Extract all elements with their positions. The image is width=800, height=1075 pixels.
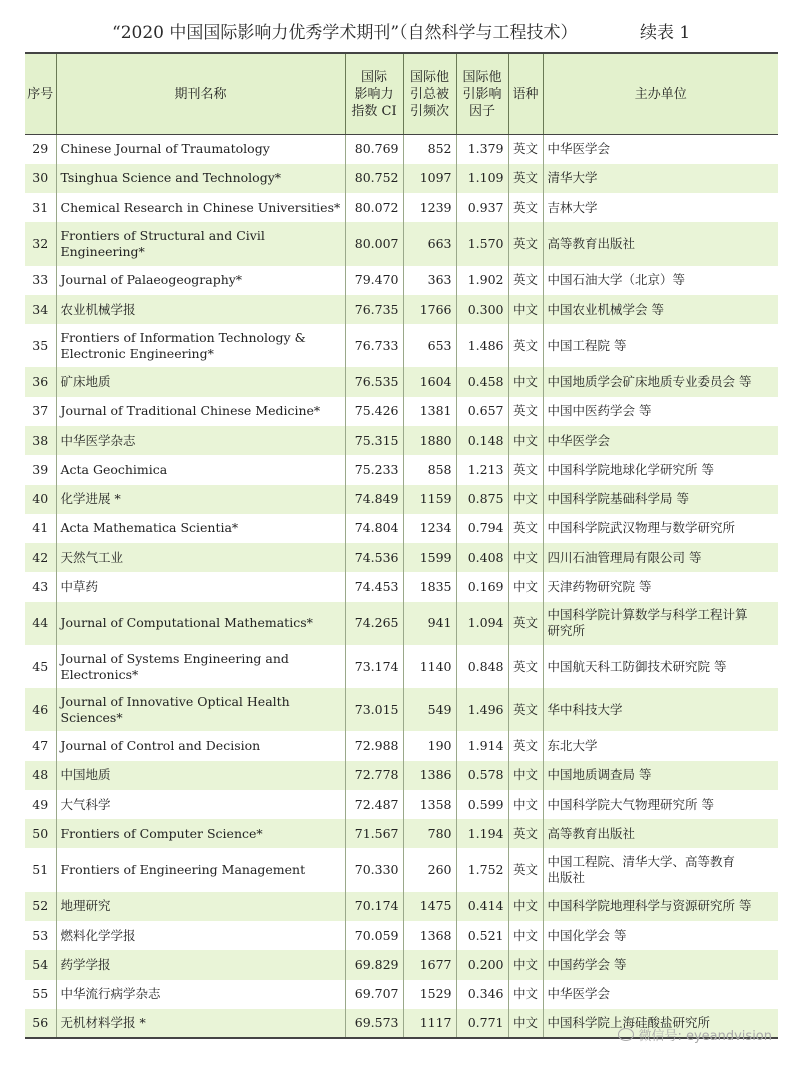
cell-ci: 76.535 (345, 367, 403, 396)
cell-org: 中华医学会 (543, 135, 778, 164)
cell-ci: 73.015 (345, 688, 403, 731)
table-row (25, 397, 778, 426)
cell-org: 高等教育出版社 (543, 222, 778, 265)
cell-cites: 1159 (403, 485, 456, 514)
header-name: 期刊名称 (56, 53, 345, 135)
cell-name: Journal of Control and Decision (56, 731, 345, 760)
cell-ci: 69.829 (345, 950, 403, 979)
cell-cites: 1381 (403, 397, 456, 426)
cell-name: Chinese Journal of Traumatology (56, 135, 345, 164)
cell-ci: 69.707 (345, 980, 403, 1009)
table-row (25, 761, 778, 790)
cell-name: 天然气工业 (56, 543, 345, 572)
cell-cites: 1368 (403, 921, 456, 950)
cell-cites: 852 (403, 135, 456, 164)
cell-no: 39 (32, 461, 49, 477)
cell-cites: 1677 (403, 950, 456, 979)
table-row (25, 731, 778, 760)
header-ci: 国际 影响力 指数 CI (345, 53, 403, 135)
journal-table (25, 52, 778, 1039)
cell-name: 中华医学杂志 (56, 426, 345, 455)
cell-cites: 780 (403, 819, 456, 848)
cell-if: 0.169 (456, 572, 508, 601)
cell-if: 1.486 (456, 324, 508, 367)
cell-name: 中华流行病学杂志 (56, 980, 345, 1009)
table-row (25, 790, 778, 819)
cell-org: 中国工程院 等 (543, 324, 778, 367)
cell-ci: 71.567 (345, 819, 403, 848)
table-row (25, 485, 778, 514)
cell-lang: 中文 (508, 367, 543, 396)
header-no: 序号 (25, 53, 56, 135)
cell-no: 49 (32, 796, 49, 812)
cell-org: 中国农业机械学会 等 (543, 295, 778, 324)
cell-cites: 1766 (403, 295, 456, 324)
cell-ci: 74.804 (345, 514, 403, 543)
table-row (25, 426, 778, 455)
cell-lang: 中文 (508, 295, 543, 324)
cell-no: 34 (25, 295, 56, 324)
table-row (25, 324, 778, 367)
watermark-text: 微信号: eyeandvision (638, 1029, 772, 1044)
cell-ci: 74.265 (345, 602, 403, 645)
cell-if: 1.379 (456, 135, 508, 164)
cell-lang: 英文 (508, 266, 543, 295)
cell-ci: 72.778 (345, 761, 403, 790)
cell-if: 0.794 (456, 514, 508, 543)
table-row (25, 164, 778, 193)
cell-cites: 1880 (403, 426, 456, 455)
cell-ci: 75.315 (345, 426, 403, 455)
table-row (25, 455, 778, 484)
cell-name: Journal of Computational Mathematics* (56, 602, 345, 645)
cell-name: Journal of Systems Engineering and Electronics* (56, 645, 345, 688)
cell-if: 1.902 (456, 266, 508, 295)
cell-name: Chemical Research in Chinese Universities* (56, 193, 345, 222)
header-cites: 国际他 引总被 引频次 (403, 53, 456, 135)
header-if: 国际他 引影响 因子 (456, 53, 508, 135)
page-title (0, 18, 800, 48)
cell-ci: 80.769 (345, 135, 403, 164)
cell-ci: 69.573 (345, 1009, 403, 1038)
cell-name: 地理研究 (56, 892, 345, 921)
cell-name: 矿床地质 (56, 367, 345, 396)
table-row (25, 266, 778, 295)
cell-org: 中国科学院地球化学研究所 等 (543, 455, 778, 484)
cell-no: 33 (32, 272, 49, 288)
table-row (25, 645, 778, 688)
cell-if: 1.570 (456, 222, 508, 265)
cell-if: 1.752 (456, 848, 508, 891)
cell-no: 54 (25, 950, 56, 979)
cell-name: Acta Mathematica Scientia* (56, 514, 345, 543)
table-row (25, 367, 778, 396)
cell-lang: 中文 (508, 980, 543, 1009)
cell-no: 29 (32, 141, 49, 157)
cell-name: Frontiers of Engineering Management (56, 848, 345, 891)
cell-no: 40 (25, 485, 56, 514)
cell-cites: 1239 (403, 193, 456, 222)
cell-org: 中国科学院武汉物理与数学研究所 (543, 514, 778, 543)
cell-no: 51 (32, 862, 49, 878)
cell-lang: 英文 (508, 688, 543, 731)
cell-cites: 1835 (403, 572, 456, 601)
table-row (25, 222, 778, 265)
cell-org: 中国化学会 等 (543, 921, 778, 950)
cell-if: 0.408 (456, 543, 508, 572)
cell-if: 0.771 (456, 1009, 508, 1038)
header-org: 主办单位 (543, 53, 778, 135)
cell-lang: 英文 (508, 397, 543, 426)
cell-org: 中国地质学会矿床地质专业委员会 等 (543, 367, 778, 396)
cell-if: 0.200 (456, 950, 508, 979)
cell-no: 35 (32, 337, 49, 353)
cell-if: 0.458 (456, 367, 508, 396)
cell-ci: 72.988 (345, 731, 403, 760)
cell-ci: 70.330 (345, 848, 403, 891)
header-lang: 语种 (508, 53, 543, 135)
cell-if: 0.578 (456, 761, 508, 790)
cell-if: 0.657 (456, 397, 508, 426)
cell-cites: 1140 (403, 645, 456, 688)
cell-org: 中国科学院地理科学与资源研究所 等 (543, 892, 778, 921)
cell-ci: 73.174 (345, 645, 403, 688)
cell-name: Frontiers of Information Technology & Electronic Engineering* (56, 324, 345, 367)
cell-lang: 中文 (508, 485, 543, 514)
table-row (25, 921, 778, 950)
cell-if: 1.194 (456, 819, 508, 848)
cell-cites: 1234 (403, 514, 456, 543)
cell-lang: 英文 (508, 164, 543, 193)
continued-label: 续表 1 (640, 23, 691, 43)
cell-ci: 79.470 (345, 266, 403, 295)
cell-lang: 中文 (508, 543, 543, 572)
cell-lang: 中文 (508, 1009, 543, 1038)
cell-cites: 1117 (403, 1009, 456, 1038)
cell-no: 43 (32, 579, 49, 595)
cell-org: 清华大学 (543, 164, 778, 193)
cell-name: Tsinghua Science and Technology* (56, 164, 345, 193)
cell-no: 41 (32, 520, 49, 536)
cell-ci: 80.752 (345, 164, 403, 193)
cell-if: 0.848 (456, 645, 508, 688)
cell-org: 吉林大学 (543, 193, 778, 222)
cell-no: 47 (32, 737, 49, 753)
cell-ci: 74.536 (345, 543, 403, 572)
cell-cites: 1604 (403, 367, 456, 396)
cell-name: Journal of Innovative Optical Health Sciences* (56, 688, 345, 731)
table-header (25, 53, 778, 135)
cell-ci: 75.233 (345, 455, 403, 484)
cell-no: 50 (25, 819, 56, 848)
cell-cites: 1386 (403, 761, 456, 790)
cell-ci: 80.072 (345, 193, 403, 222)
cell-name: Frontiers of Structural and Civil Engineering* (56, 222, 345, 265)
cell-no: 44 (25, 602, 56, 645)
table-row (25, 848, 778, 891)
cell-cites: 363 (403, 266, 456, 295)
cell-if: 1.109 (456, 164, 508, 193)
cell-org: 高等教育出版社 (543, 819, 778, 848)
cell-org: 天津药物研究院 等 (543, 572, 778, 601)
cell-if: 0.937 (456, 193, 508, 222)
cell-org: 中国药学会 等 (543, 950, 778, 979)
cell-if: 1.213 (456, 455, 508, 484)
cell-if: 0.599 (456, 790, 508, 819)
cell-org: 中国航天科工防御技术研究院 等 (543, 645, 778, 688)
cell-if: 0.300 (456, 295, 508, 324)
cell-org: 中国工程院、清华大学、高等教育 出版社 (543, 848, 778, 891)
cell-ci: 80.007 (345, 222, 403, 265)
cell-ci: 76.733 (345, 324, 403, 367)
cell-cites: 858 (403, 455, 456, 484)
cell-lang: 中文 (508, 572, 543, 601)
cell-ci: 70.174 (345, 892, 403, 921)
table-row (25, 193, 778, 222)
cell-no: 36 (25, 367, 56, 396)
cell-ci: 70.059 (345, 921, 403, 950)
table-row (25, 135, 778, 164)
cell-cites: 1599 (403, 543, 456, 572)
cell-no: 38 (25, 426, 56, 455)
cell-cites: 1358 (403, 790, 456, 819)
cell-no: 56 (25, 1009, 56, 1038)
cell-name: 中国地质 (56, 761, 345, 790)
cell-if: 1.094 (456, 602, 508, 645)
cell-org: 中国科学院大气物理研究所 等 (543, 790, 778, 819)
cell-no: 45 (32, 658, 49, 674)
table-title: “2020 中国国际影响力优秀学术期刊”（自然科学与工程技术） (112, 23, 578, 43)
table-body (25, 135, 778, 1039)
cell-name: 燃料化学学报 (56, 921, 345, 950)
cell-cites: 1529 (403, 980, 456, 1009)
cell-no: 30 (25, 164, 56, 193)
table-row (25, 980, 778, 1009)
cell-lang: 英文 (508, 645, 543, 688)
cell-org: 中国科学院上海硅酸盐研究所 (543, 1009, 778, 1038)
cell-org: 中国地质调查局 等 (543, 761, 778, 790)
cell-no: 46 (25, 688, 56, 731)
cell-org: 四川石油管理局有限公司 等 (543, 543, 778, 572)
cell-lang: 中文 (508, 426, 543, 455)
cell-org: 中国科学院计算数学与科学工程计算 研究所 (543, 602, 778, 645)
cell-name: Journal of Palaeogeography* (56, 266, 345, 295)
cell-cites: 549 (403, 688, 456, 731)
cell-ci: 72.487 (345, 790, 403, 819)
cell-lang: 英文 (508, 602, 543, 645)
cell-lang: 英文 (508, 455, 543, 484)
table-row (25, 514, 778, 543)
cell-no: 42 (25, 543, 56, 572)
cell-lang: 英文 (508, 324, 543, 367)
cell-name: Frontiers of Computer Science* (56, 819, 345, 848)
cell-cites: 260 (403, 848, 456, 891)
cell-org: 东北大学 (543, 731, 778, 760)
cell-ci: 74.453 (345, 572, 403, 601)
cell-if: 0.875 (456, 485, 508, 514)
table-row (25, 950, 778, 979)
cell-no: 31 (32, 199, 49, 215)
wechat-icon (618, 1028, 634, 1041)
cell-name: 大气科学 (56, 790, 345, 819)
cell-lang: 英文 (508, 193, 543, 222)
cell-cites: 190 (403, 731, 456, 760)
cell-no: 52 (25, 892, 56, 921)
cell-name: Journal of Traditional Chinese Medicine* (56, 397, 345, 426)
cell-cites: 1475 (403, 892, 456, 921)
cell-ci: 75.426 (345, 397, 403, 426)
cell-lang: 中文 (508, 761, 543, 790)
cell-name: 中草药 (56, 572, 345, 601)
table-row (25, 543, 778, 572)
cell-cites: 941 (403, 602, 456, 645)
table-row (25, 572, 778, 601)
cell-ci: 74.849 (345, 485, 403, 514)
cell-name: 化学进展 * (56, 485, 345, 514)
cell-lang: 英文 (508, 222, 543, 265)
cell-org: 中华医学会 (543, 980, 778, 1009)
cell-lang: 英文 (508, 514, 543, 543)
cell-cites: 663 (403, 222, 456, 265)
table-row (25, 892, 778, 921)
cell-if: 0.521 (456, 921, 508, 950)
cell-org: 中国石油大学（北京）等 (543, 266, 778, 295)
cell-if: 0.414 (456, 892, 508, 921)
cell-cites: 1097 (403, 164, 456, 193)
cell-org: 华中科技大学 (543, 688, 778, 731)
cell-if: 0.346 (456, 980, 508, 1009)
cell-no: 37 (32, 403, 49, 419)
cell-cites: 653 (403, 324, 456, 367)
table-row (25, 602, 778, 645)
cell-no: 32 (25, 222, 56, 265)
header-row (25, 53, 778, 135)
cell-if: 1.914 (456, 731, 508, 760)
cell-org: 中国中医药学会 等 (543, 397, 778, 426)
cell-no: 55 (32, 986, 49, 1002)
cell-lang: 中文 (508, 921, 543, 950)
cell-name: Acta Geochimica (56, 455, 345, 484)
cell-lang: 中文 (508, 950, 543, 979)
table-row (25, 688, 778, 731)
cell-org: 中华医学会 (543, 426, 778, 455)
table-row (25, 819, 778, 848)
cell-lang: 英文 (508, 819, 543, 848)
cell-lang: 中文 (508, 790, 543, 819)
cell-no: 53 (32, 927, 49, 943)
cell-lang: 英文 (508, 135, 543, 164)
cell-name: 无机材料学报 * (56, 1009, 345, 1038)
cell-lang: 英文 (508, 848, 543, 891)
cell-ci: 76.735 (345, 295, 403, 324)
cell-name: 农业机械学报 (56, 295, 345, 324)
cell-lang: 英文 (508, 731, 543, 760)
cell-lang: 中文 (508, 892, 543, 921)
cell-no: 48 (25, 761, 56, 790)
table-row (25, 295, 778, 324)
watermark (618, 1025, 772, 1044)
cell-name: 药学学报 (56, 950, 345, 979)
cell-if: 1.496 (456, 688, 508, 731)
cell-org: 中国科学院基础科学局 等 (543, 485, 778, 514)
cell-if: 0.148 (456, 426, 508, 455)
